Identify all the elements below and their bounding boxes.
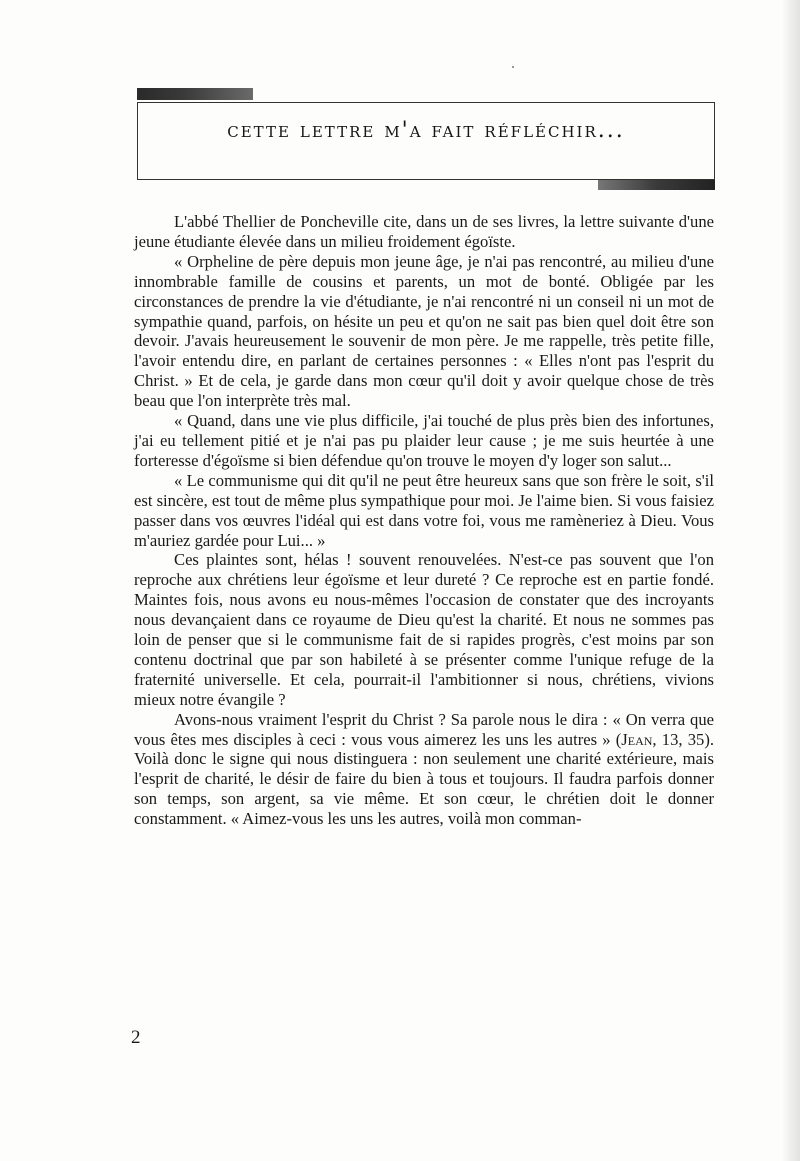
- gospel-text-before: Avons-nous vraiment l'esprit du Christ ? Sa parole nous le dira : « On verra que vous êtes mes disciples à ceci : vous vous aimerez les uns les autres » (: [134, 709, 714, 749]
- paragraph-letter-3: « Le communisme qui dit qu'il ne peut être heureux sans que son frère le soit, s'il est sincère, est tout de même plus sympathique pour moi. Je l'aime bien. Si vous faisiez passer dans vos œuvres l'idéal qui est dans votre foi, vous me ramèneriez à Dieu. Vous m'auriez gardée pour Lui... »: [134, 470, 714, 550]
- title-ornament-bar-bottom: [598, 180, 715, 190]
- page-edge-shadow: [782, 0, 800, 1161]
- title-ornament-bar-top: [137, 88, 253, 100]
- gospel-text-after: , 13, 35). Voilà donc le signe qui nous distinguera : non seulement une charité extérieure, mais l'esprit de charité, le désir de faire du bien à tous et toujours. Il faudra parfois donner son temps, son argent, sa vie même. Et son cœur, le chrétien doit le donner constamment. « Aimez-vous les uns les autres, voilà mon comman-: [134, 729, 714, 829]
- paragraph-commentary: Ces plaintes sont, hélas ! souvent renouvelées. N'est-ce pas souvent que l'on reproche aux chrétiens leur égoïsme et leur dureté ? Ce reproche est en partie fondé. Maintes fois, nous avons eu nous-mêmes l'occasion de constater que des incroyants nous devançaient dans ce royaume de Dieu qu'est la charité. Et nous ne sommes pas loin de penser que si le communisme fait de si rapides progrès, c'est moins par son contenu doctrinal que par son habileté à se présenter comme l'unique refuge de la fraternité universelle. Et cela, pourrait-il l'ambitionner si nous, chrétiens, vivions mieux notre évangile ?: [134, 550, 714, 709]
- paragraph-intro: L'abbé Thellier de Poncheville cite, dans un de ses livres, la lettre suivante d'une jeune étudiante élevée dans un milieu froidement égoïste.: [134, 212, 714, 251]
- article-body: [134, 212, 714, 829]
- page-title: cette lettre m'a fait réfléchir...: [227, 118, 625, 143]
- paragraph-gospel: [134, 710, 714, 829]
- paragraph-letter-1: « Orpheline de père depuis mon jeune âge, je n'ai pas rencontré, au milieu d'une innombrable famille de cousins et parents, un mot de bonté. Obligée par les circonstances de prendre la vie d'étudiante, je n'ai rencontré ni un conseil ni un mot de sympathie quand, parfois, on hésite un peu et qu'on ne sait pas bien quel doit être son devoir. J'avais heureusement le souvenir de mon père. Je me rappelle, très petite fille, l'avoir entendu dire, en parlant de certaines personnes : « Elles n'ont pas l'esprit du Christ. » Et de cela, je garde dans mon cœur qu'il doit y avoir quelque chose de très beau que l'on interprète très mal.: [134, 251, 714, 411]
- gospel-citation: Jean: [621, 729, 653, 749]
- paragraph-letter-2: « Quand, dans une vie plus difficile, j'ai touché de plus près bien des infortunes, j'ai eu tellement pitié et je n'ai pas pu plaider leur cause ; je me suis heurtée à une forteresse d'égoïsme si bien défendue qu'on trouve le moyen d'y loger son salut...: [134, 411, 714, 470]
- paper-speck: [512, 66, 514, 68]
- page-number: 2: [131, 1027, 141, 1048]
